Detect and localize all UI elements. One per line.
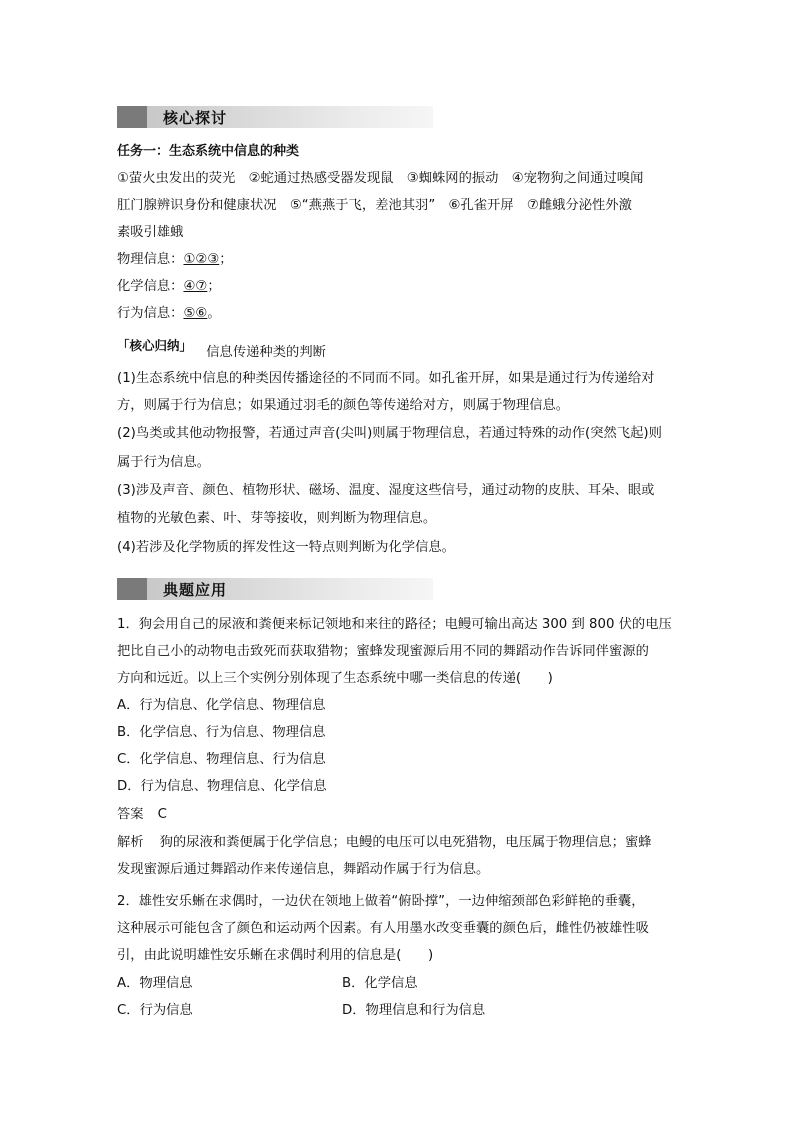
summary-header <box>117 337 326 360</box>
q2-option-c: C．行为信息 <box>117 1003 193 1018</box>
q1-stem-line: 方向和远近。以上三个实例分别体现了生态系统中哪一类信息的传递( ) <box>117 671 553 686</box>
summary-tag: 「核心归纳」 <box>117 338 193 353</box>
q2-stem-line: 2．雄性安乐蜥在求偶时，一边伏在领地上做着“俯卧撑”，一边伸缩颈部色彩鲜艳的垂囊， <box>117 894 645 909</box>
summary-title: 信息传递种类的判断 <box>206 345 326 360</box>
task-heading: 任务一：生态系统中信息的种类 <box>117 144 300 159</box>
q2-stem-line: 这种展示可能包含了颜色和运动两个因素。有人用墨水改变垂囊的颜色后，雌性仍被雄性吸 <box>117 921 649 936</box>
summary-line: (1)生态系统中信息的种类因传播途径的不同而不同。如孔雀开屏，如果是通过行为传递给对 <box>117 371 655 386</box>
answer-behavioral: 行为信息：⑤⑥。 <box>117 306 221 321</box>
q2-option-d: D．物理信息和行为信息 <box>342 1003 486 1018</box>
section-title: 核心探讨 <box>163 108 228 127</box>
examples-line: ①萤火虫发出的荧光 ②蛇通过热感受器发现鼠 ③蜘蛛网的振动 ④宠物狗之间通过嗅闻 <box>117 171 644 186</box>
q1-analysis: 解析 狗的尿液和粪便属于化学信息；电鳗的电压可以电死猎物，电压属于物理信息；蜜蜂 <box>117 835 652 850</box>
q1-answer <box>117 806 167 824</box>
section-header-core-discussion <box>117 106 433 128</box>
analysis-label: 解析 <box>117 835 144 850</box>
q1-option-c: C．化学信息、物理信息、行为信息 <box>117 752 326 767</box>
examples-line: 素吸引雄蛾 <box>117 225 184 240</box>
q2-stem-line: 引，由此说明雄性安乐蜥在求偶时利用的信息是( ) <box>117 948 434 963</box>
answer-chemical: 化学信息：④⑦； <box>117 279 221 294</box>
answer-value: C <box>157 807 167 822</box>
examples-line: 肛门腺辨识身份和健康状况 ⑤“燕燕于飞，差池其羽” ⑥孔雀开屏 ⑦雌蛾分泌性外激 <box>117 198 632 213</box>
summary-line: 属于行为信息。 <box>117 455 211 470</box>
summary-line: 方，则属于行为信息；如果通过羽毛的颜色等传递给对方，则属于物理信息。 <box>117 398 570 413</box>
q1-option-a: A．行为信息、化学信息、物理信息 <box>117 698 326 713</box>
answer-physical: 物理信息：①②③； <box>117 252 233 267</box>
summary-line: (2)鸟类或其他动物报警，若通过声音(尖叫)则属于物理信息，若通过特殊的动作(突然飞起)则 <box>117 426 662 441</box>
summary-line: 植物的光敏色素、叶、芽等接收，则判断为物理信息。 <box>117 511 437 526</box>
q1-stem-line: 把比自己小的动物电击致死而获取猎物；蜜蜂发现蜜源后用不同的舞蹈动作告诉同伴蜜源的 <box>117 644 649 659</box>
answer-label: 答案 <box>117 807 144 822</box>
q2-option-b: B．化学信息 <box>342 976 418 991</box>
q1-stem-line: 1．狗会用自己的尿液和粪便来标记领地和来往的路径；电鳗可输出高达 300 到 800 伏的电压 <box>117 617 672 632</box>
section-title: 典题应用 <box>163 580 228 599</box>
q1-analysis-line: 发现蜜源后通过舞蹈动作来传递信息，舞蹈动作属于行为信息。 <box>117 862 490 877</box>
summary-line: (3)涉及声音、颜色、植物形状、磁场、温度、湿度这些信号，通过动物的皮肤、耳朵、眼或 <box>117 483 655 498</box>
summary-line: (4)若涉及化学物质的挥发性这一特点则判断为化学信息。 <box>117 540 455 555</box>
q2-option-a: A．物理信息 <box>117 976 193 991</box>
q1-option-b: B．化学信息、行为信息、物理信息 <box>117 725 326 740</box>
q1-option-d: D．行为信息、物理信息、化学信息 <box>117 779 327 794</box>
section-header-typical-problems <box>117 578 433 600</box>
